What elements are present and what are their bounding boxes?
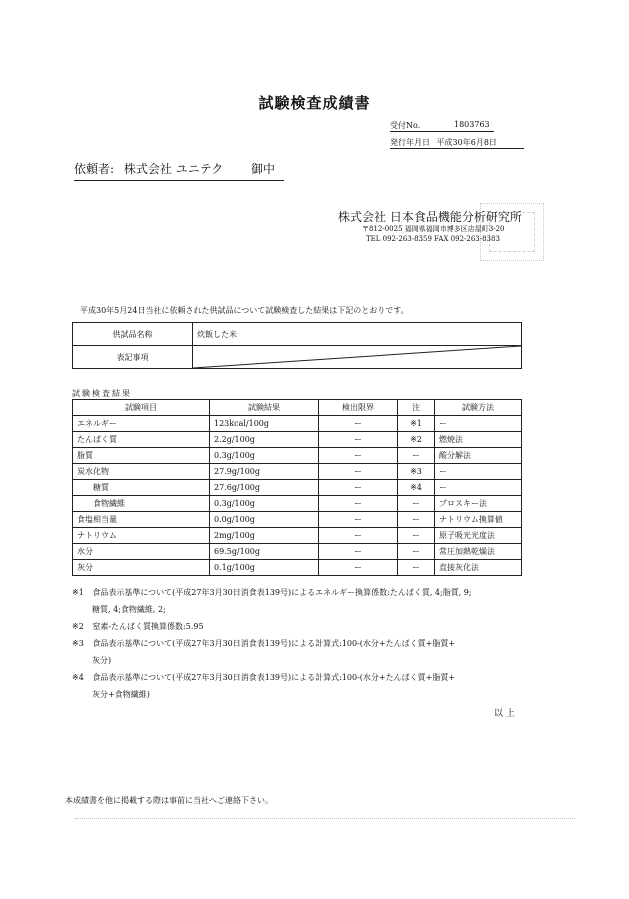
cell-limit: ー — [319, 448, 398, 464]
cell-method: プロスキー法 — [435, 496, 522, 512]
cell-result: 27.9g/100g — [210, 464, 319, 480]
sample-notation-label: 表記事項 — [73, 346, 193, 369]
footnote-text: 窒素-たんぱく質換算係数:5.95 — [92, 622, 204, 631]
client-line — [74, 160, 284, 181]
table-row — [73, 448, 522, 464]
cell-result: 123kcal/100g — [210, 416, 319, 432]
footer-note: 本成績書を他に掲載する際は事前に当社へご連絡下さい。 — [65, 796, 273, 805]
cell-result: 2.2g/100g — [210, 432, 319, 448]
cell-note: ー — [398, 560, 435, 576]
receipt-no-row — [390, 120, 494, 132]
lab-name: 株式会社 日本食品機能分析研究所 — [338, 210, 522, 224]
issue-date-value: 平成30年6月8日 — [436, 138, 497, 147]
end-mark: 以 上 — [494, 709, 515, 719]
document-title: 試験検査成績書 — [258, 94, 371, 112]
cell-note: ー — [398, 448, 435, 464]
cell-result: 27.6g/100g — [210, 480, 319, 496]
footnote-3-cont: 灰分) — [92, 656, 112, 665]
client-name: 株式会社 ユニテク — [123, 162, 224, 176]
table-row — [73, 528, 522, 544]
footnote-text: 食品表示基準について(平成27年3月30日消食表139号)による計算式:100-(水分+たんぱく質+脂質+ — [92, 673, 456, 682]
col-header-limit: 検出限界 — [319, 400, 398, 416]
cell-note: ※1 — [398, 416, 435, 432]
footnote-1-cont: 糖質, 4;食物繊維, 2; — [92, 605, 166, 614]
footnote-3 — [72, 635, 532, 652]
client-label: 依頼者: — [74, 162, 115, 176]
cell-limit: ー — [319, 432, 398, 448]
intro-text: 平成30年5月24日当社に依頼された供試品について試験検査した結果は下記のとおりです。 — [80, 306, 409, 315]
cell-method: ー — [435, 464, 522, 480]
col-header-note: 注 — [398, 400, 435, 416]
cell-method: ー — [435, 480, 522, 496]
sample-table — [72, 322, 522, 369]
cell-limit: ー — [319, 560, 398, 576]
cell-item: 炭水化物 — [73, 464, 210, 480]
table-row — [73, 544, 522, 560]
cell-limit: ー — [319, 416, 398, 432]
cell-note: ※4 — [398, 480, 435, 496]
cell-note: ー — [398, 512, 435, 528]
receipt-no-value: 1803763 — [454, 120, 490, 129]
results-header-row — [73, 400, 522, 416]
footer-divider — [75, 818, 575, 819]
cell-result: 69.5g/100g — [210, 544, 319, 560]
col-header-item: 試験項目 — [73, 400, 210, 416]
table-row — [73, 432, 522, 448]
cell-note: ※3 — [398, 464, 435, 480]
footnote-text: 食品表示基準について(平成27年3月30日消食表139号)によるエネルギー換算係数:たんぱく質, 4;脂質, 9; — [92, 588, 472, 597]
footnote-mark: ※1 — [72, 588, 84, 597]
footnote-2 — [72, 618, 532, 635]
cell-item: 水分 — [73, 544, 210, 560]
cell-method: 酸分解法 — [435, 448, 522, 464]
footnotes — [72, 584, 532, 703]
cell-item: エネルギー — [73, 416, 210, 432]
receipt-no-label: 受付No. — [390, 121, 421, 130]
table-row — [73, 496, 522, 512]
cell-note: ※2 — [398, 432, 435, 448]
col-header-method: 試験方法 — [435, 400, 522, 416]
cell-result: 0.1g/100g — [210, 560, 319, 576]
cell-limit: ー — [319, 512, 398, 528]
issue-date-label: 発行年月日 — [390, 138, 430, 147]
lab-contact: TEL 092-263-8359 FAX 092-263-8383 — [366, 235, 500, 243]
cell-method: 原子吸光光度法 — [435, 528, 522, 544]
cell-limit: ー — [319, 544, 398, 560]
footnote-mark: ※3 — [72, 639, 84, 648]
cell-item: 食塩相当量 — [73, 512, 210, 528]
table-row — [73, 464, 522, 480]
cell-result: 0.0g/100g — [210, 512, 319, 528]
footnote-4 — [72, 669, 532, 686]
cell-note: ー — [398, 528, 435, 544]
cell-method: 直接灰化法 — [435, 560, 522, 576]
cell-item: 食物繊維 — [73, 496, 210, 512]
cell-limit: ー — [319, 528, 398, 544]
client-honorific: 御中 — [251, 162, 276, 176]
table-row — [73, 480, 522, 496]
footnote-1 — [72, 584, 532, 601]
cell-item: 糖質 — [73, 480, 210, 496]
sample-name-value: 炊飯した米 — [193, 323, 522, 346]
cell-method: ナトリウム換算値 — [435, 512, 522, 528]
cell-note: ー — [398, 544, 435, 560]
footnote-mark: ※4 — [72, 673, 84, 682]
cell-result: 0.3g/100g — [210, 496, 319, 512]
footnote-text: 食品表示基準について(平成27年3月30日消食表139号)による計算式:100-(水分+たんぱく質+脂質+ — [92, 639, 456, 648]
cell-limit: ー — [319, 480, 398, 496]
cell-result: 0.3g/100g — [210, 448, 319, 464]
issue-date-row — [390, 137, 524, 149]
cell-item: たんぱく質 — [73, 432, 210, 448]
results-table — [72, 399, 522, 576]
cell-item: 灰分 — [73, 560, 210, 576]
sample-notation-value — [193, 346, 522, 369]
cell-result: 2mg/100g — [210, 528, 319, 544]
cell-limit: ー — [319, 464, 398, 480]
cell-method: 常圧加熱乾燥法 — [435, 544, 522, 560]
cell-item: ナトリウム — [73, 528, 210, 544]
cell-method: 燃焼法 — [435, 432, 522, 448]
cell-item: 脂質 — [73, 448, 210, 464]
table-row — [73, 512, 522, 528]
footnote-mark: ※2 — [72, 622, 84, 631]
cell-note: ー — [398, 496, 435, 512]
table-row — [73, 416, 522, 432]
col-header-result: 試験結果 — [210, 400, 319, 416]
table-row — [73, 560, 522, 576]
cell-limit: ー — [319, 496, 398, 512]
footnote-4-cont: 灰分+食物繊維) — [92, 690, 150, 699]
lab-address: 〒812-0025 福岡県福岡市博多区店屋町3-20 — [362, 225, 505, 233]
results-section-title: 試験検査結果 — [72, 389, 132, 398]
diagonal-slash — [193, 346, 521, 368]
sample-name-label: 供試品名称 — [73, 323, 193, 346]
cell-method: ー — [435, 416, 522, 432]
